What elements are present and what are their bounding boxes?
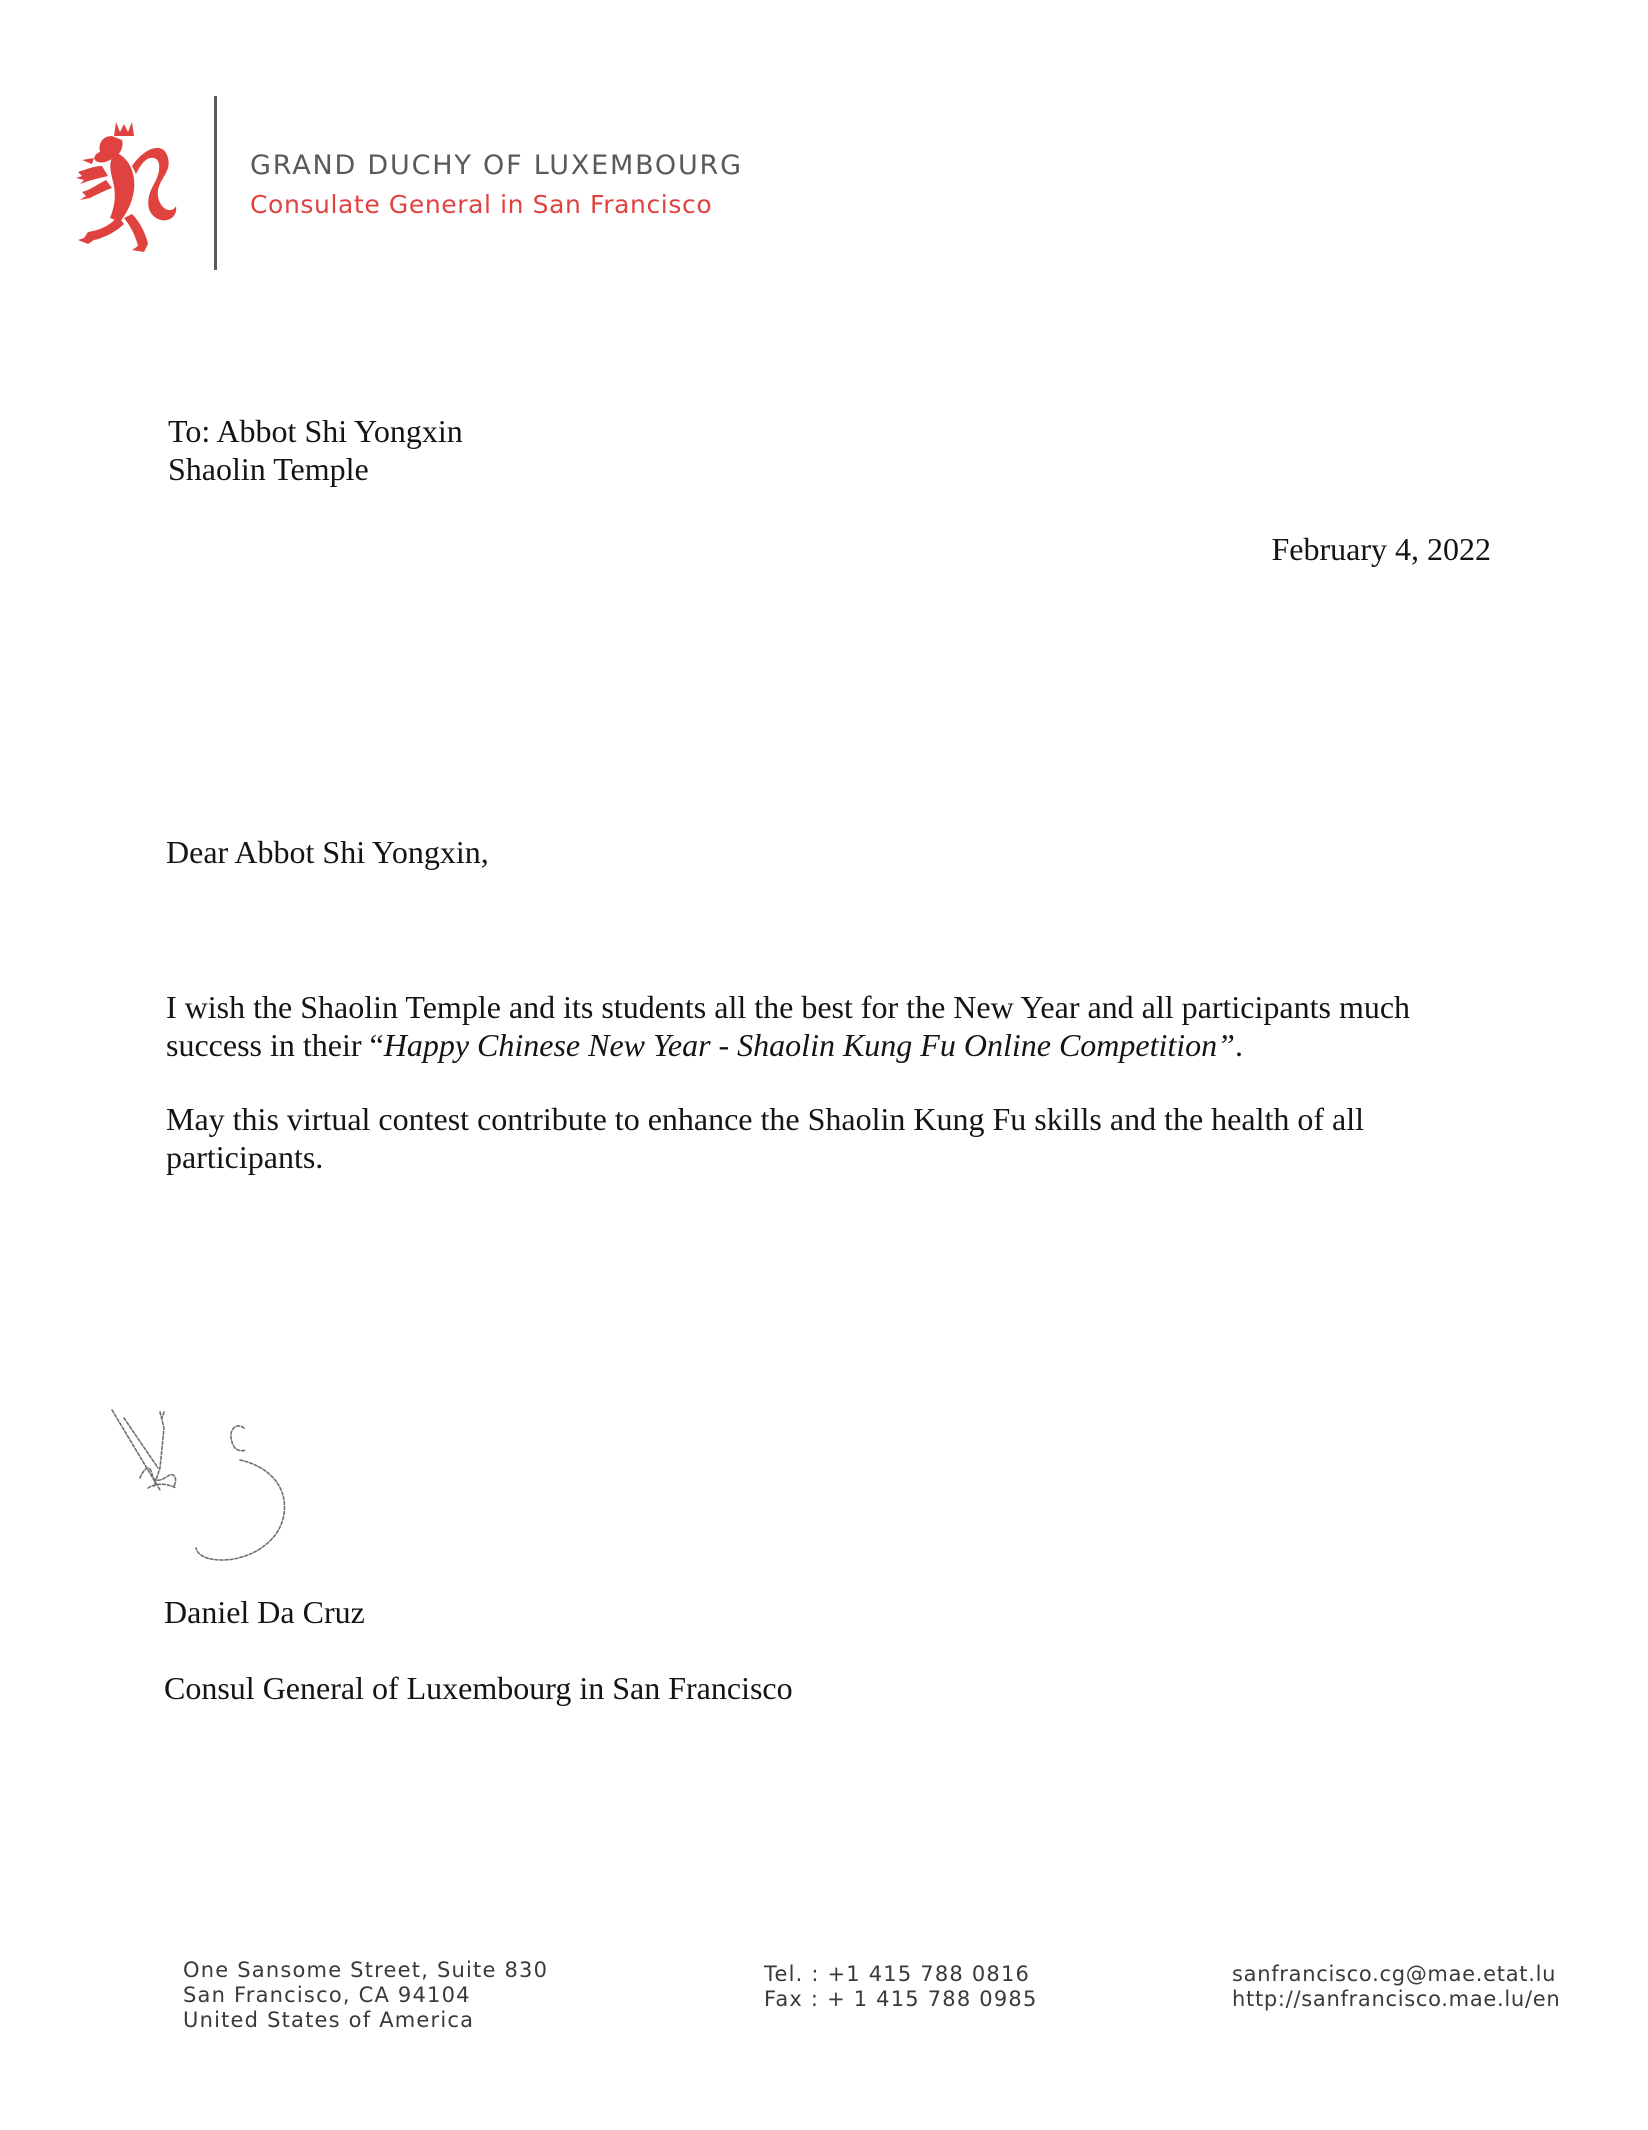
paragraph-line: participants. xyxy=(166,1139,324,1175)
recipient-name: To: Abbot Shi Yongxin xyxy=(168,413,463,449)
body-paragraph-1 xyxy=(166,988,1496,1064)
handwritten-signature-icon xyxy=(100,1398,310,1583)
telephone: Tel. : +1 415 788 0816 xyxy=(764,1962,1031,1986)
paragraph-line: I wish the Shaolin Temple and its students all the best for the New Year and all participants much xyxy=(166,989,1411,1025)
letterhead-country: GRAND DUCHY OF LUXEMBOURG xyxy=(250,150,743,181)
letter-date: February 4, 2022 xyxy=(1271,531,1491,567)
footer-address xyxy=(183,1958,548,2033)
header-divider xyxy=(214,96,217,270)
paragraph-text: success in their “ xyxy=(166,1027,384,1063)
address-line: United States of America xyxy=(183,2008,475,2032)
footer-contact-web xyxy=(1232,1962,1560,2012)
recipient-organization: Shaolin Temple xyxy=(168,451,369,487)
paragraph-text: . xyxy=(1234,1027,1243,1063)
email-link[interactable]: sanfrancisco.cg@mae.etat.lu xyxy=(1232,1962,1557,1986)
competition-title: Happy Chinese New Year - Shaolin Kung Fu Online Competition” xyxy=(383,1027,1235,1063)
fax: Fax : + 1 415 788 0985 xyxy=(764,1987,1038,2011)
footer-contact-phone xyxy=(764,1962,1038,2012)
address-line: San Francisco, CA 94104 xyxy=(183,1983,471,2007)
paragraph-line: May this virtual contest contribute to enhance the Shaolin Kung Fu skills and the health of all xyxy=(166,1101,1364,1137)
salutation: Dear Abbot Shi Yongxin, xyxy=(166,834,489,870)
address-line: One Sansome Street, Suite 830 xyxy=(183,1958,549,1982)
red-lion-rampant-icon xyxy=(72,118,184,256)
website-link[interactable]: http://sanfrancisco.mae.lu/en xyxy=(1232,1987,1561,2011)
letterhead-office: Consulate General in San Francisco xyxy=(250,190,713,219)
signer-name: Daniel Da Cruz xyxy=(164,1594,365,1630)
signer-title: Consul General of Luxembourg in San Francisco xyxy=(164,1670,793,1706)
body-paragraph-2 xyxy=(166,1100,1496,1176)
paragraph-line xyxy=(166,1026,1496,1064)
